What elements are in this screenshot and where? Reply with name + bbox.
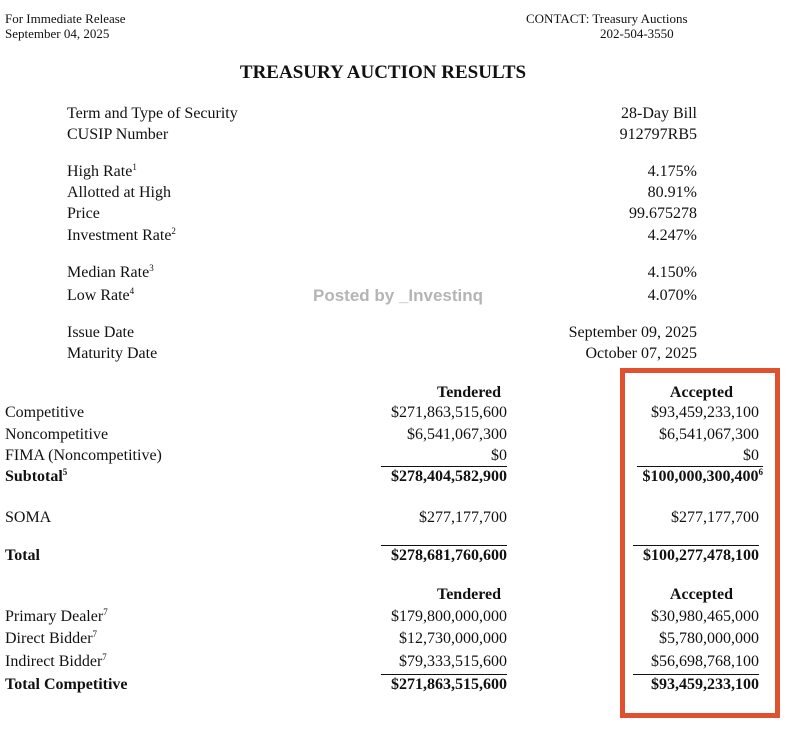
detail-label [67,227,176,245]
detail-label [67,184,171,202]
detail-label-text: High Rate [67,163,133,180]
detail-value: September 09, 2025 [568,324,697,341]
tendered-value: $271,863,515,600 [381,674,507,694]
detail-label-text: Price [67,205,100,222]
row-label-text: Subtotal [5,468,63,485]
page-title: TREASURY AUCTION RESULTS [239,62,527,83]
release-date: September 04, 2025 [5,26,110,41]
accepted-value-text: $277,177,700 [671,509,759,526]
detail-label [67,105,238,123]
footnote-marker: 5 [62,467,68,477]
tendered-header: Tendered [436,384,501,401]
detail-value: 912797RB5 [619,126,697,143]
tendered-value: $6,541,067,300 [407,426,507,443]
detail-label-text: CUSIP Number [67,126,169,143]
row-label [5,608,108,626]
row-label [5,509,51,527]
detail-label-text: Investment Rate [67,227,172,244]
tendered-value: $278,681,760,600 [381,545,507,565]
row-label [5,404,84,422]
footnote-marker: 4 [129,286,135,296]
accepted-header: Accepted [669,384,733,401]
footnote-marker: 2 [171,226,176,236]
detail-label-text: Issue Date [67,324,135,341]
detail-label [67,163,137,181]
tendered-value: $0 [491,447,507,464]
accepted-value-text: $100,000,300,400 [642,468,759,485]
row-label [5,630,97,648]
detail-value: 4.247% [647,227,697,244]
tendered-value: $278,404,582,900 [381,466,507,486]
detail-value: 80.91% [647,184,697,201]
row-label-text: Noncompetitive [5,426,109,443]
tendered-value: $79,333,515,600 [399,653,507,670]
accepted-value-text: $93,459,233,100 [651,676,759,693]
detail-value: 4.070% [647,287,697,304]
accepted-value-text: $100,277,478,100 [643,547,759,564]
footnote-marker: 6 [758,467,763,477]
accepted-value-text: $56,698,768,100 [651,653,759,670]
row-label [5,653,107,671]
detail-label [67,287,134,305]
row-label-text: Competitive [5,404,85,421]
detail-label-text: Median Rate [67,264,150,281]
detail-label [67,126,168,144]
detail-value: 99.675278 [629,205,697,222]
row-label [5,426,108,444]
row-label [5,447,162,465]
detail-label [67,264,154,282]
detail-value: 4.175% [647,163,697,180]
footnote-marker: 7 [102,652,107,662]
tendered-value: $179,800,000,000 [391,608,507,625]
accepted-value-text: $5,780,000,000 [659,630,759,647]
accepted-value-text: $0 [743,447,759,464]
footnote-marker: 7 [103,607,108,617]
accepted-value-text: $93,459,233,100 [651,404,759,421]
detail-label-text: Low Rate [67,287,130,304]
detail-value: October 07, 2025 [585,345,697,362]
contact-label: CONTACT: Treasury Auctions [526,11,688,26]
accepted-value-text: $6,541,067,300 [659,426,759,443]
accepted-header: Accepted [669,586,733,603]
row-label-text: Primary Dealer [5,608,104,625]
tendered-value: $271,863,515,600 [391,404,507,421]
detail-label [67,205,100,223]
row-label-text: Total Competitive [5,676,128,693]
row-label-text: Total [5,547,40,564]
row-label [5,547,40,565]
row-label [5,676,128,694]
row-label [5,468,67,486]
detail-label-text: Allotted at High [67,184,171,201]
footnote-marker: 1 [132,162,137,172]
detail-label [67,345,157,363]
release-label: For Immediate Release [5,11,126,26]
watermark: Posted by _Investinq [313,286,484,305]
detail-value: 28-Day Bill [621,105,697,122]
release-notice [5,11,126,41]
accepted-highlight-box [620,368,780,718]
tendered-value: $277,177,700 [419,509,507,526]
footnote-marker: 3 [149,263,154,273]
detail-value: 4.150% [647,264,697,281]
row-label-text: Direct Bidder [5,630,93,647]
detail-label-text: Maturity Date [67,345,158,362]
tendered-header: Tendered [436,586,501,603]
row-label-text: Indirect Bidder [5,653,103,670]
row-label-text: FIMA (Noncompetitive) [5,447,162,464]
footnote-marker: 7 [92,629,98,639]
detail-label-text: Term and Type of Security [67,105,238,122]
row-label-text: SOMA [5,509,52,526]
tendered-value: $12,730,000,000 [399,630,507,647]
detail-label [67,324,134,342]
contact-phone: 202-504-3550 [600,26,674,41]
contact-block [526,11,688,41]
accepted-value-text: $30,980,465,000 [651,608,759,625]
